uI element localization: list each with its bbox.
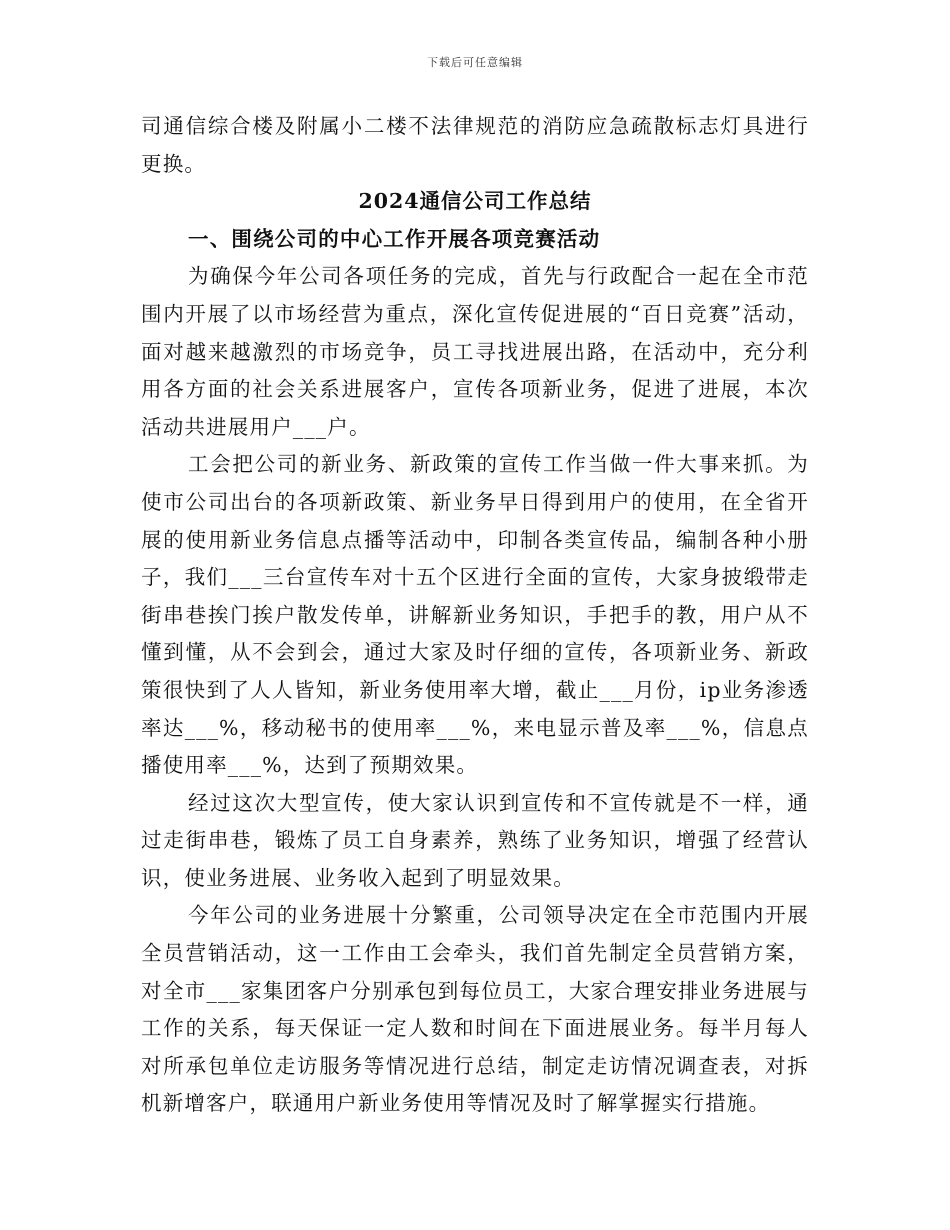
body-paragraph-3: 经过这次大型宣传，使大家认识到宣传和不宣传就是不一样，通过走街串巷，锻炼了员工自身素养，熟练了业务知识，增强了经营认识，使业务进展、业务收入起到了明显效果。 xyxy=(141,790,809,890)
body-paragraph-1: 为确保今年公司各项任务的完成，首先与行政配合一起在全市范围内开展了以市场经营为重点，深化宣传促进展的“百日竞赛”活动，面对越来越激烈的市场竞争，员工寻找进展出路，在活动中，充分利用各方面的社会关系进展客户，宣传各项新业务，促进了进展，本次活动共进展用户___户。 xyxy=(141,264,809,439)
body-paragraph-2: 工会把公司的新业务、新政策的宣传工作当做一件大事来抓。为使市公司出台的各项新政策、新业务早日得到用户的使用，在全省开展的使用新业务信息点播等活动中，印制各类宣传品，编制各种小册子，我们___三台宣传车对十五个区进行全面的宣传，大家身披缎带走街串巷挨门挨户散发传单，讲解新业务知识，手把手的教，用户从不懂到懂，从不会到会，通过大家及时仔细的宣传，各项新业务、新政策很快到了人人皆知，新业务使用率大增，截止___月份，ip业务渗透率达___%，移动秘书的使用率___%，来电显示普及率___%，信息点播使用率___%，达到了预期效果。 xyxy=(141,452,809,778)
document-body xyxy=(141,108,809,1123)
continuation-paragraph: 司通信综合楼及附属小二楼不法律规范的消防应急疏散标志灯具进行更换。 xyxy=(141,114,809,176)
header-note: 下载后可任意编辑 xyxy=(427,56,523,69)
section-heading: 一、围绕公司的中心工作开展各项竞赛活动 xyxy=(188,226,601,251)
document-title: 2024通信公司工作总结 xyxy=(358,189,592,214)
body-paragraph-4: 今年公司的业务进展十分繁重，公司领导决定在全市范围内开展全员营销活动，这一工作由工会牵头，我们首先制定全员营销方案，对全市___家集团客户分别承包到每位员工，大家合理安排业务进展与工作的关系，每天保证一定人数和时间在下面进展业务。每半月每人对所承包单位走访服务等情况进行总结，制定走访情况调查表，对拆机新增客户，联通用户新业务使用等情况及时了解掌握实行措施。 xyxy=(141,903,809,1116)
